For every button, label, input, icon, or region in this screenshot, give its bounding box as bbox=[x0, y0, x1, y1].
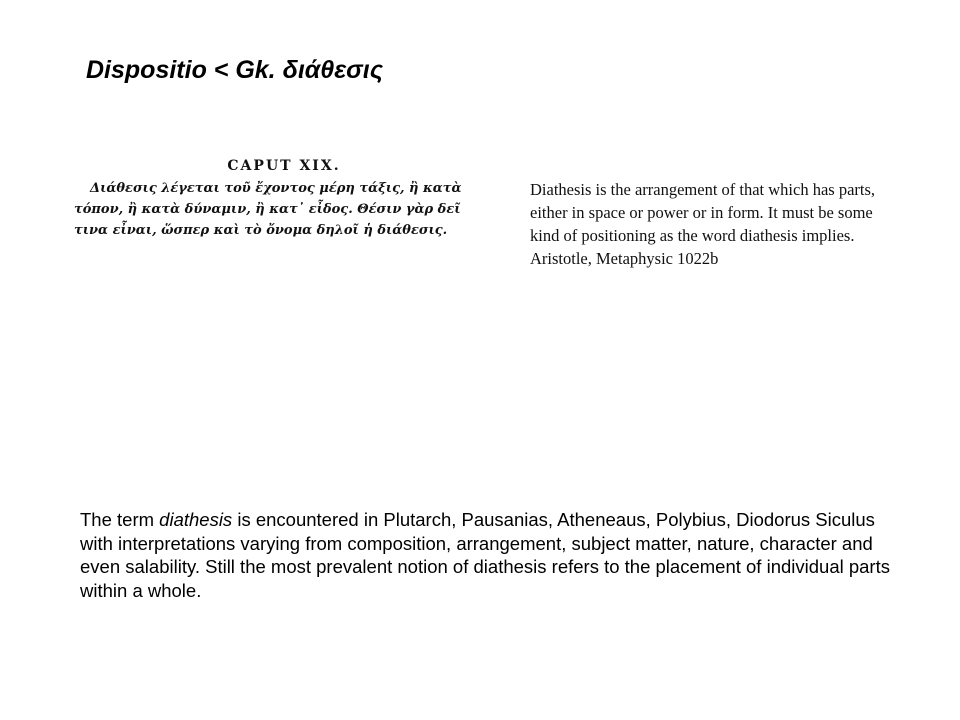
greek-excerpt bbox=[74, 158, 494, 241]
translation-line: kind of positioning as the word diathesis implies. bbox=[530, 226, 855, 245]
translation-quote bbox=[530, 178, 930, 270]
greek-line: Διάθεσις λέγεται τοῦ ἔχοντος μέρη τάξις, ἢ κατὰ bbox=[90, 181, 462, 196]
greek-line: τόπον, ἢ κατὰ δύναμιν, ἢ κατ᾽ εἶδος. Θέσιν γὰρ δεῖ bbox=[74, 202, 461, 217]
body-paragraph bbox=[80, 508, 900, 602]
caput-heading: CAPUT XIX. bbox=[227, 158, 341, 174]
slide-title: Dispositio < Gk. διάθεσις bbox=[86, 56, 384, 84]
paragraph-text: is encountered in Plutarch, Pausanias, Atheneaus, Polybius, Diodorus Siculus with interpretations varying from composition, arrangement, subject matter, nature, character and even salability. Still the most prevalent notion of diathesis refers to the placement of individual parts within a whole. bbox=[80, 509, 890, 601]
greek-line: τινα εἶναι, ὥσπερ καὶ τὸ ὄνομα δηλοῖ ἡ διάθεσις. bbox=[74, 223, 448, 238]
paragraph-term: diathesis bbox=[159, 509, 233, 530]
translation-line: Diathesis is the arrangement of that which has parts, bbox=[530, 180, 876, 199]
paragraph-intro: The term bbox=[80, 509, 160, 530]
citation: Aristotle, Metaphysic 1022b bbox=[530, 249, 719, 268]
translation-line: either in space or power or in form. It must be some bbox=[530, 203, 873, 222]
